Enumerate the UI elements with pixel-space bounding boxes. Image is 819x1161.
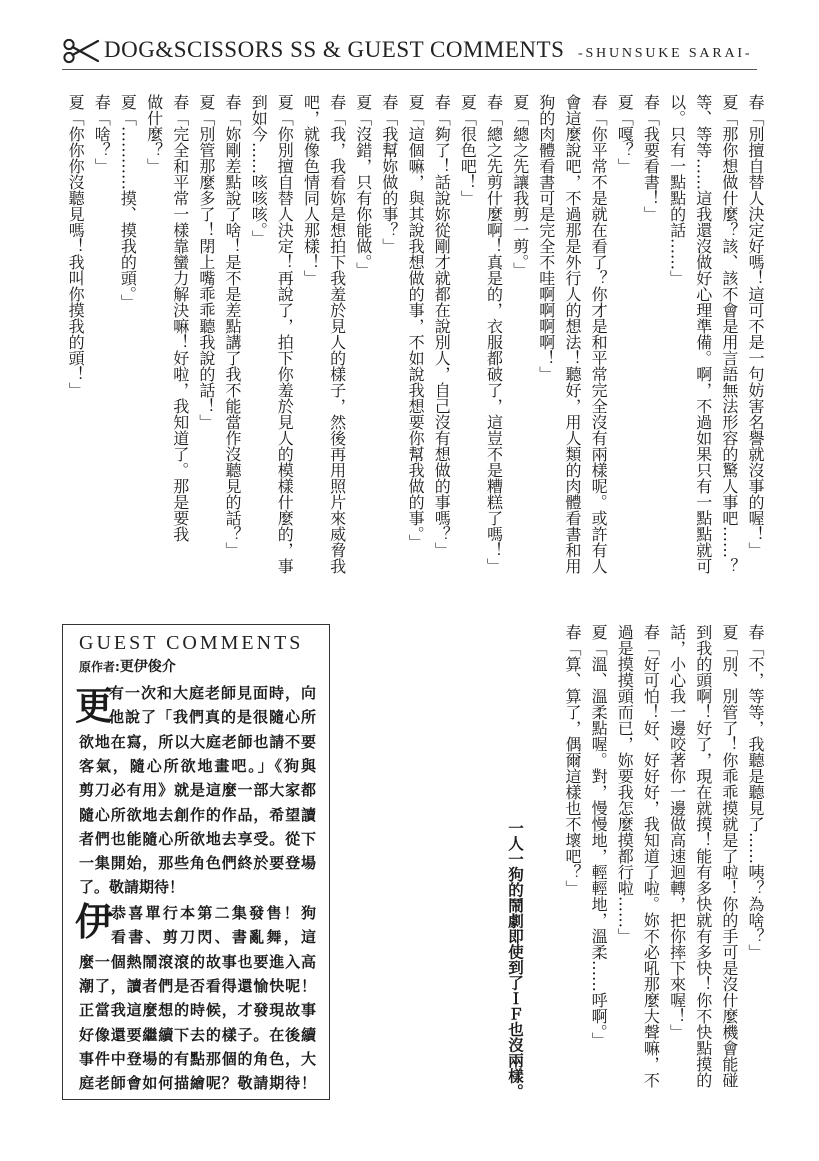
comment-line: 正當我這麼想的時候，才發現故事 <box>79 1001 316 1020</box>
dialogue-line: 春「不，等等，我聽是聽見了……咦？為啥？」 <box>746 624 765 960</box>
dialogue-line: 過是摸摸頭而已，妳要我怎麼摸都行啦……」 <box>615 624 635 944</box>
dialogue-line: 春「我，我看妳是想拍下我羞於見人的樣子，然後再用照片來威脅我 <box>327 94 347 574</box>
comment-line: 了。敬請期待！ <box>79 878 185 897</box>
comment-line: 庭老師會如何描繪呢？敬請期待！ <box>79 1074 316 1093</box>
dialogue-line: 夏「…………摸、摸我的頭。」 <box>118 94 138 310</box>
dialogue-line: 春「妳剛差點說了啥！是不是差點講了我不能當作沒聽見的話？」 <box>223 94 242 558</box>
dialogue-line: 春「總之先剪什麼啊！真是的，衣服都破了，這豈不是糟糕了嗎！」 <box>484 94 504 574</box>
comment-line: 麼一個熱鬧滾滾的故事也要進入高 <box>79 952 316 971</box>
author-name: 更伊俊介 <box>119 659 176 675</box>
drop-cap-initial: 伊 <box>75 899 114 944</box>
comment-line: 好像還要繼續下去的樣子。在後續 <box>79 1025 316 1044</box>
dialogue-line: 夏「很色吧！」 <box>458 94 478 206</box>
header-author: -SHUNSUKE SARAI- <box>578 46 753 61</box>
comment-line: 一集開始，那些角色們終於要登場 <box>79 854 316 873</box>
comment-line: 剪刀必有用》就是這麼一部大家都 <box>79 781 316 800</box>
dialogue-line: 春「完全和平常一樣靠蠻力解決嘛！好啦，我知道了。那是要我 <box>170 94 190 542</box>
dialogue-line: 吧，就像色情同人那樣！」 <box>301 94 321 286</box>
page-title: DOG&SCISSORS SS & GUEST COMMENTS <box>104 37 565 62</box>
dialogue-line: 春「我要看書！」 <box>641 94 661 222</box>
comment-line: 者們也能隨心所欲地去享受。從下 <box>79 829 316 848</box>
dialogue-line: 夏「別、別管了！你乖乖摸就是了啦！你的手可是沒什麼機會能碰 <box>719 624 739 1088</box>
dialogue-line: 春「別擅自替人決定好嗎！這可不是一句妨害名譽就沒事的喔！」 <box>746 94 765 558</box>
dialogue-line: 夏「那你想做什麼？該、該不會是用言語無法形容的驚人事吧……？ <box>719 94 739 574</box>
dialogue-line: 夏「別管那麼多了！閉上嘴乖乖聽我說的話！」 <box>196 94 216 430</box>
dialogue-line: 夏「這個嘛，與其說我想做的事，不如說我想要你幫我做的事。」 <box>406 94 426 550</box>
dialogue-line: 夏「你你你沒聽見嗎！我叫你摸我的頭！」 <box>66 94 86 398</box>
comment-line: 看書、剪刀閃、書亂舞，這 <box>111 928 316 947</box>
dialogue-line: 春「你平常不是就在看了？你才是和平常完全沒有兩樣呢。或許有人 <box>589 94 609 574</box>
dialogue-line: 春「我幫妳做的事？」 <box>379 94 399 254</box>
comment-line: 隨心所欲地去創作的作品，希望讀 <box>79 805 316 824</box>
dialogue-line: 狗的肉體看書可是完全不哇啊啊啊啊！」 <box>536 94 556 382</box>
dialogue-line: 夏「你別擅自替人決定！再說了，拍下你羞於見人的模樣什麼的，事 <box>275 94 295 574</box>
dialogue-line: 話，小心我一邊咬著你一邊做高速迴轉，把你摔下來喔！」 <box>667 624 687 1040</box>
dialogue-line: 春「好可怕！好、好好好，我知道了啦。妳不必吼那麼大聲嘛，不 <box>641 624 661 1088</box>
dialogue-line: 到如今……咳咳咳。」 <box>249 94 269 246</box>
dialogue-line: 夏「總之先讓我剪一剪。」 <box>510 94 530 278</box>
header-divider <box>62 69 757 70</box>
drop-cap-initial: 更 <box>75 683 114 728</box>
comment-line: 客氣，隨心所欲地畫吧。」《狗與 <box>79 756 316 775</box>
dialogue-line: 到我的頭啊！好了，現在就摸！能有多快就有多快！你不快點摸的 <box>693 624 713 1088</box>
comment-line: 潮了，讀者們是否看得還愉快呢！ <box>79 976 316 995</box>
comment-line: 有一次和大庭老師見面時，向 <box>109 684 316 702</box>
dialogue-line: 會這麼說吧，不過那是外行人的想法！聽好，用人類的肉體看書和用 <box>563 94 582 574</box>
dialogue-line: 春「夠了！話說妳從剛才就都在說別人，自己沒有想做的事嗎？」 <box>432 94 452 558</box>
comment-line: 欲地在寫，所以大庭老師也請不要 <box>79 732 316 751</box>
guest-comments-box <box>62 624 330 1100</box>
guest-comments-title: GUEST COMMENTS <box>79 632 304 654</box>
guest-author <box>79 657 176 676</box>
dialogue-line: 做什麼？」 <box>144 94 164 174</box>
dialogue-line: 夏「沒錯，只有你能做。」 <box>353 94 373 278</box>
dialogue-line: 春「算、算了，偶爾這樣也不壞吧？」 <box>563 624 582 896</box>
comment-line: 事件中登場的有點那個的角色，大 <box>79 1049 316 1068</box>
dialogue-line: 春「啥？」 <box>92 94 112 174</box>
scissors-icon <box>62 38 100 64</box>
author-label: 原作者: <box>79 660 120 674</box>
dialogue-line: 夏「溫、溫柔點喔。對，慢慢地，輕輕地，溫柔……呼啊。」 <box>589 624 609 1048</box>
comment-line: 恭喜單行本第二集發售！狗 <box>111 904 316 922</box>
closing-note: 一人一狗的鬧劇即使到了ＩＦ也沒兩樣。 <box>506 820 524 1099</box>
dialogue-line: 等、等等……這我還沒做好心理準備。啊，不過如果只有一點點就可 <box>693 94 713 574</box>
dialogue-line: 以。只有一點點的話……」 <box>667 94 687 286</box>
dialogue-line: 夏「嘎？」 <box>615 94 635 174</box>
comment-line: 他說了「我們真的是很隨心所 <box>109 708 316 727</box>
